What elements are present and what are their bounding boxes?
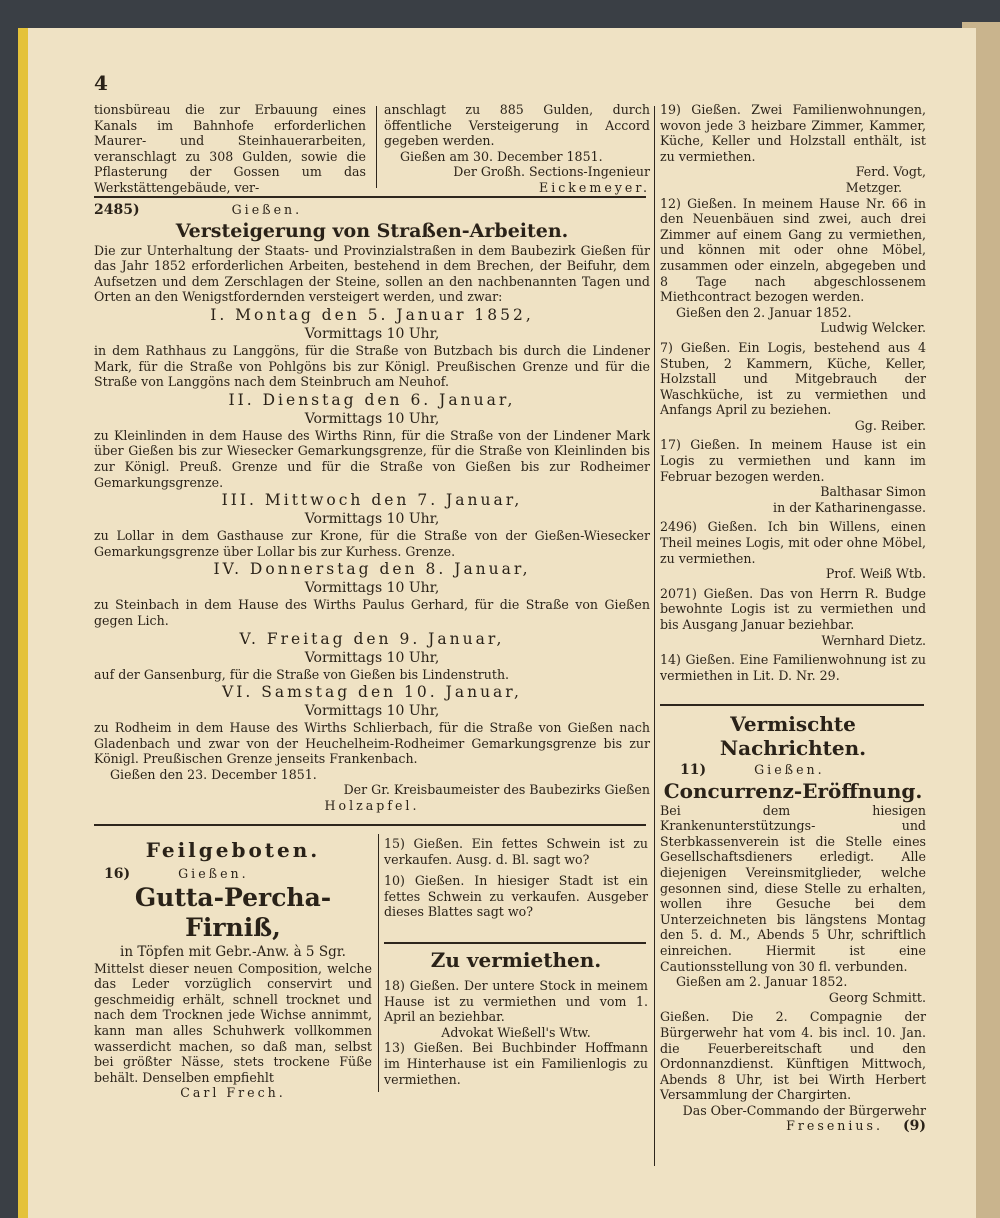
mid-ads-bottom [384, 948, 648, 1087]
ad-11-title: Concurrenz-Eröffnung. [663, 778, 923, 803]
day-4-label: IV. Donnerstag den 8. Januar, [213, 560, 531, 579]
ad-12: 12) Gießen. In meinem Hause Nr. 66 in den Neuenbäuen sind zwei, auch drei Zimmer auf einem Gang zu vermiethen, und können mit oder ohne Möbel, zusammen oder einzeln, abgegeben und 8 Tage nach abgeschlossenem Miethcontract bezogen werden. [660, 195, 926, 305]
auction-number: 2485) [94, 202, 140, 218]
ad-7-sig: Gg. Reiber. [854, 417, 926, 433]
ad-14: 14) Gießen. Eine Familienwohnung ist zu vermiethen in Lit. D. Nr. 29. [660, 652, 926, 683]
column-rule [654, 106, 655, 1166]
newspaper-page [18, 28, 976, 1218]
feilgeboten-heading: Feilgeboten. [145, 838, 321, 862]
day-2-label: II. Dienstag den 6. Januar, [228, 390, 516, 409]
right-column [660, 102, 926, 683]
feilgeboten-product: Gutta-Percha-Firniß, [134, 882, 332, 942]
column-rule [376, 106, 377, 188]
ad-12-sig: Ludwig Welcker. [820, 320, 926, 336]
top-col2-sig1: Der Großh. Sections-Ingenieur [453, 164, 650, 180]
day-1-text: in dem Rathhaus zu Langgöns, für die Straße von Butzbach bis durch die Lindener Mark, für die Straße von Pohlgöns bis zur Königl. Preußischen Grenze und für die Straße von Langgöns nach dem Steinbruch am Neuhof. [94, 342, 650, 390]
ad-2071-sig: Wernhard Dietz. [821, 632, 926, 648]
last-notice-sig1: Das Ober-Commando der Bürgerwehr [682, 1102, 926, 1118]
section-rule [660, 704, 924, 706]
feilgeboten-sub: in Töpfen mit Gebr.-Anw. à 5 Sgr. [120, 943, 346, 960]
section-rule [94, 824, 646, 826]
top-col2-sig2: Eickemeyer. [539, 179, 650, 195]
ad-11-sig: Georg Schmitt. [828, 989, 926, 1005]
ad-2071: 2071) Gießen. Das von Herrn R. Budge bewohnte Logis ist zu vermiethen und bis Ausgang Januar beziehbar. [660, 585, 926, 632]
day-2-text: zu Kleinlinden in dem Hause des Wirths Rinn, für die Straße von der Lindener Mark über Gießen bis zur Wiesecker Gemarkungsgrenze, für die Straße von Kleinlinden bis zur Königl. Preuß. Grenze und für die Straße von Gießen bis zur Rodheimer Gemarkungsgrenze. [94, 427, 650, 490]
day-1-label: I. Montag den 5. Januar 1852, [210, 305, 534, 324]
ad-19: 19) Gießen. Zwei Familienwohnungen, wovon jede 3 heizbare Zimmer, Kammer, Küche, Keller und Holzstall enthält, ist zu vermiethen. [660, 102, 926, 164]
day-4-text: zu Steinbach in dem Hause des Wirths Paulus Gerhard, für die Straße von Gießen gegen Lich. [94, 597, 650, 628]
day-5-text: auf der Gansenburg, für die Straße von Gießen bis Lindenstruth. [94, 666, 510, 682]
day-4-time: Vormittags 10 Uhr, [304, 580, 440, 597]
section-rule [94, 196, 646, 198]
feilgeboten-place: Gießen. [178, 866, 249, 881]
day-5-time: Vormittags 10 Uhr, [304, 649, 440, 666]
day-3-time: Vormittags 10 Uhr, [304, 511, 440, 528]
auction-block [94, 202, 650, 814]
misc-heading: Vermischte Nachrichten. [719, 712, 867, 760]
top-col2-block [384, 102, 650, 196]
ad-17-sig2: in der Katharinengasse. [773, 499, 926, 515]
ad-2496: 2496) Gießen. Ich bin Willens, einen Theil meines Logis, mit oder ohne Möbel, zu vermiethen. [660, 519, 926, 566]
ad-11-place: Gießen. [754, 762, 825, 777]
mid-ads-top [384, 836, 648, 920]
ad-19-sig2: Metzger. [845, 179, 902, 195]
section-rule [384, 942, 646, 944]
ad-17: 17) Gießen. In meinem Hause ist ein Logis zu vermiethen und kann im Februar bezogen werden. [660, 437, 926, 484]
top-col2-date: Gießen am 30. December 1851. [400, 148, 603, 164]
feilgeboten-number: 16) [104, 866, 131, 882]
auction-sig1: Der Gr. Kreisbaumeister des Baubezirks Gießen [343, 782, 650, 798]
ad-18: 18) Gießen. Der untere Stock in meinem Hause ist zu vermiethen und vom 1. April an beziehbar. [384, 978, 648, 1025]
feilgeboten-text: Mittelst dieser neuen Composition, welche das Leder vorzüglich conservirt und geschmeidig erhält, schnell trocknet und nach dem Trocknen jede Wichse annimmt, kann man alles Schuhwerk vollkommen wasserdicht machen, so daß man, selbst bei größter Nässe, stets trockene Füße behält. Denselben empfiehlt [94, 960, 372, 1085]
ad-18-sig: Advokat Wießell's Wtw. [441, 1024, 591, 1040]
auction-header [94, 202, 650, 219]
ad-17-sig1: Balthasar Simon [820, 484, 926, 500]
day-6-time: Vormittags 10 Uhr, [304, 703, 440, 720]
feilgeboten-block [94, 838, 372, 1101]
auction-title: Versteigerung von Straßen-Arbeiten. [175, 219, 569, 242]
feilgeboten-sig: Carl Frech. [180, 1085, 286, 1101]
day-2-time: Vormittags 10 Uhr, [304, 410, 440, 427]
last-notice-number: (9) [903, 1118, 926, 1135]
day-5-label: V. Freitag den 9. Januar, [239, 629, 505, 648]
column-rule [378, 834, 379, 1092]
ad-12-date: Gießen den 2. Januar 1852. [676, 304, 852, 320]
ad-11-date: Gießen am 2. Januar 1852. [676, 974, 848, 990]
last-notice-sig2: Fresenius. [786, 1118, 883, 1134]
misc-news-block [660, 712, 926, 1135]
ad-10: 10) Gießen. In hiesiger Stadt ist ein fettes Schwein zu verkaufen. Ausgeber dieses Blattes sagt wo? [384, 873, 648, 920]
auction-date: Gießen den 23. December 1851. [110, 766, 317, 782]
auction-intro: Die zur Unterhaltung der Staats- und Provinzialstraßen in dem Baubezirk Gießen für das Jahr 1852 erforderlichen Arbeiten, bestehend in dem Brechen, der Beifuhr, dem Aufsetzen und dem Zerschlagen der Steine, sollen an den nachbenannten Tagen und Orten an den Wenigstfordernden versteigert werden, und zwar: [94, 242, 650, 305]
auction-place: Gießen. [231, 202, 303, 217]
ad-11-text: Bei dem hiesigen Krankenunterstützungs- und Sterbkassenverein ist die Stelle eines Gesellschaftsdieners erledigt. Alle diejenigen Vereinsmitglieder, welche gesonnen sind, diese Stelle zu erhalten, wollen ihre Gesuche bei dem Unterzeichneten bis längstens Montag den 5. d. M., Abends 5 Uhr, schriftlich einreichen. Hiermit ist eine Cautionsstellung von 30 fl. verbunden. [660, 802, 926, 974]
ad-13: 13) Gießen. Bei Buchbinder Hoffmann im Hinterhause ist ein Familienlogis zu vermiethen. [384, 1040, 648, 1087]
ad-15: 15) Gießen. Ein fettes Schwein ist zu verkaufen. Ausg. d. Bl. sagt wo? [384, 836, 648, 867]
day-3-label: III. Mittwoch den 7. Januar, [221, 491, 523, 510]
ad-19-sig1: Ferd. Vogt, [855, 164, 926, 180]
auction-sig2: Holzapfel. [324, 798, 420, 814]
ad-7: 7) Gießen. Ein Logis, bestehend aus 4 Stuben, 2 Kammern, Küche, Keller, Holzstall und Mitgebrauch der Waschküche, ist zu vermiethen und Anfangs April zu beziehen. [660, 339, 926, 418]
page-number: 4 [94, 71, 108, 95]
top-col2-text: anschlagt zu 885 Gulden, durch öffentliche Versteigerung in Accord gegeben werden. [384, 102, 650, 149]
day-1-time: Vormittags 10 Uhr, [304, 325, 440, 342]
day-6-label: VI. Samstag den 10. Januar, [222, 683, 522, 702]
last-notice: Gießen. Die 2. Compagnie der Bürgerwehr hat vom 4. bis incl. 10. Jan. die Feuerbereitschaft und den Ordonnanzdienst. Künftigen Mittwoch, Abends 8 Uhr, ist bei Wirth Herbert Versammlung der Chargirten. [660, 1009, 926, 1103]
ad-2496-sig: Prof. Weiß Wtb. [825, 566, 926, 582]
day-3-text: zu Lollar in dem Gasthause zur Krone, für die Straße von der Gießen-Wiesecker Gemarkungsgrenze über Lollar bis zur Kurhess. Grenze. [94, 528, 650, 559]
day-6-text: zu Rodheim in dem Hause des Wirths Schlierbach, für die Straße von Gießen nach Gladenbach und zwar von der Heuchelheim-Rodheimer Gemarkungsgrenze bis zur Königl. Preußischen Grenze jenseits Frankenbach. [94, 720, 650, 767]
top-col1-text: tionsbüreau die zur Erbauung eines Kanals im Bahnhofe erforderlichen Maurer- und Steinhauerarbeiten, veranschlagt zu 308 Gulden, sowie die Pflasterung der Gossen um das Werkstättengebäude, ver- [94, 102, 366, 195]
zu-vermiethen-heading: Zu vermiethen. [430, 948, 602, 972]
ad-11-number: 11) [680, 762, 707, 778]
